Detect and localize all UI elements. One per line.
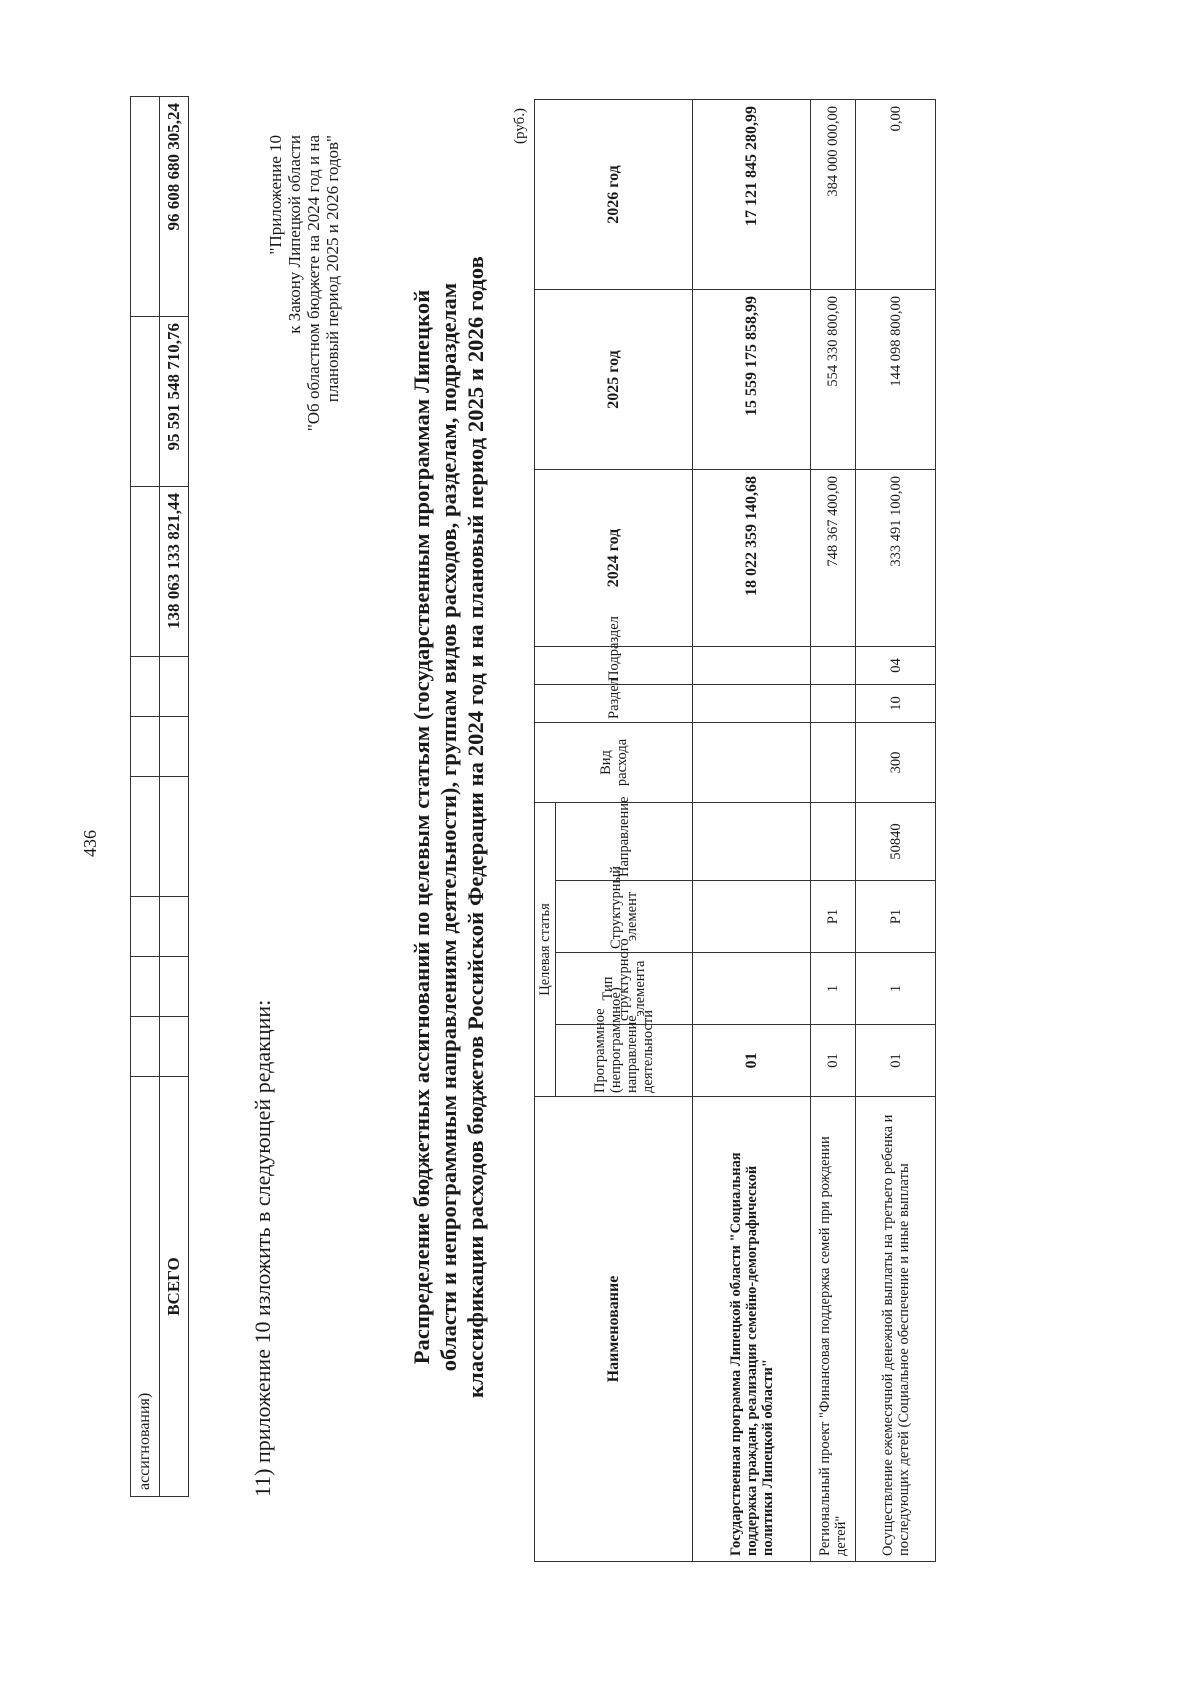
row-2026: 384 000 000,00 — [811, 99, 856, 289]
row-struct-type — [693, 953, 811, 1025]
col-name: Наименование — [535, 1097, 693, 1562]
total-row — [160, 97, 189, 1497]
row-2025: 15 559 175 858,99 — [693, 289, 811, 469]
appendix-line: "Об областном бюджете на 2024 год и на — [304, 135, 323, 432]
row-subsection — [693, 646, 811, 684]
col-2026: 2026 год — [535, 99, 693, 289]
title-line: Распределение бюджетных ассигнований по целевым статьям (государственным программам Липецкой — [409, 289, 434, 1365]
row-subsection — [811, 646, 856, 684]
row-struct-element — [693, 881, 811, 953]
amendment-instruction: 11) приложение 10 изложить в следующей редакции: — [250, 999, 275, 1497]
row-2024: 18 022 359 140,68 — [693, 469, 811, 646]
row-program: 01 — [693, 1025, 811, 1097]
row-section — [811, 684, 856, 722]
total-2026: 96 608 680 305,24 — [160, 97, 189, 317]
budget-table — [534, 99, 936, 1562]
appendix-line: "Приложение 10 — [266, 135, 285, 255]
page-number: 436 — [80, 830, 100, 857]
row-2024: 748 367 400,00 — [811, 469, 856, 646]
col-expense-type: Вид расхода — [535, 722, 693, 802]
row-name: Государственная программа Липецкой области "Социальная поддержка граждан, реализация семейно-демографической политики Липецкой области" — [693, 1097, 811, 1562]
col-direction: Направление — [556, 802, 693, 880]
total-2025: 95 591 548 710,76 — [160, 317, 189, 487]
row-expense-type: 300 — [856, 722, 936, 802]
col-2025: 2025 год — [535, 289, 693, 469]
currency-unit: (руб.) — [512, 108, 528, 144]
table-row — [131, 97, 160, 1497]
title-line: классификации расходов бюджетов Российской Федерации на 2024 год и на плановый период 2025 и 2026 годов — [463, 256, 488, 1398]
row-direction: 50840 — [856, 802, 936, 880]
col-program: Программное (непрограммное) направление деятельности — [556, 1025, 693, 1097]
document-title — [408, 97, 489, 1557]
row-program: 01 — [856, 1025, 936, 1097]
appendix-line: к Закону Липецкой области — [285, 135, 304, 334]
header-row — [535, 99, 556, 1561]
row-2026: 0,00 — [856, 99, 936, 289]
col-struct-element: Структурный элемент — [556, 881, 693, 953]
col-2024: 2024 год — [535, 469, 693, 646]
row-expense-type — [811, 722, 856, 802]
row-2025: 144 098 800,00 — [856, 289, 936, 469]
row-program: 01 — [811, 1025, 856, 1097]
row-direction — [693, 802, 811, 880]
previous-appendix-table — [130, 96, 189, 1497]
row-struct-type: 1 — [811, 953, 856, 1025]
row-struct-type: 1 — [856, 953, 936, 1025]
row-2026: 17 121 845 280,99 — [693, 99, 811, 289]
row-direction — [811, 802, 856, 880]
table-row — [856, 99, 936, 1561]
row-subsection: 04 — [856, 646, 936, 684]
table-row — [811, 99, 856, 1561]
row-struct-element: Р1 — [856, 881, 936, 953]
table-row — [693, 99, 811, 1561]
appendix-line: плановый период 2025 и 2026 годов" — [323, 135, 342, 403]
col-section: Раздел — [535, 684, 693, 722]
total-2024: 138 063 133 821,44 — [160, 487, 189, 657]
title-line: области и непрограммным направлениям деятельности), группам видов расходов, разделам, подразделам — [436, 282, 461, 1372]
row-expense-type — [693, 722, 811, 802]
row-name: Осуществление ежемесячной денежной выплаты на третьего ребенка и последующих детей (Социальное обеспечение и иные выплаты — [856, 1097, 936, 1562]
col-subsection: Подраздел — [535, 646, 693, 684]
row-struct-element: Р1 — [811, 881, 856, 953]
header-fragment: ассигнования) — [131, 1077, 160, 1497]
col-struct-type: Тип структурного элемента — [556, 953, 693, 1025]
row-section: 10 — [856, 684, 936, 722]
row-section — [693, 684, 811, 722]
row-2024: 333 491 100,00 — [856, 469, 936, 646]
total-label: ВСЕГО — [160, 1077, 189, 1497]
col-target-article: Целевая статья — [535, 802, 556, 1096]
appendix-reference — [266, 135, 342, 431]
row-2025: 554 330 800,00 — [811, 289, 856, 469]
row-name: Региональный проект "Финансовая поддержка семей при рождении детей" — [811, 1097, 856, 1562]
